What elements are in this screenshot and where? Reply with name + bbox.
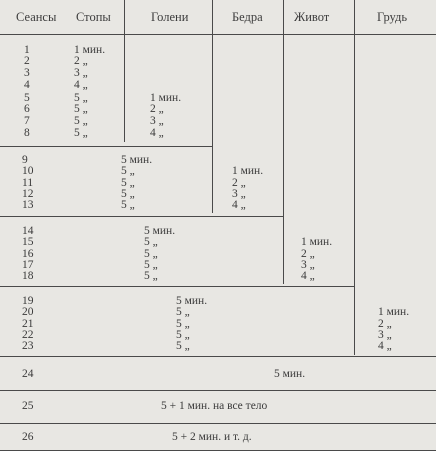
session-number: 2 — [24, 55, 30, 67]
lower-body-duration: 5 „ — [176, 340, 190, 352]
session-number: 22 — [22, 329, 34, 341]
thighs-duration: 3 „ — [232, 188, 246, 200]
full-body-duration: 5 + 1 мин. на все тело — [161, 400, 268, 412]
feet-shins-duration: 5 „ — [121, 188, 135, 200]
chest-duration: 1 мин. — [378, 306, 410, 318]
session-number: 25 — [22, 400, 34, 412]
header-divider — [0, 34, 436, 35]
session-number: 12 — [22, 188, 34, 200]
column-divider — [124, 0, 125, 142]
header-belly: Живот — [294, 10, 330, 24]
session-number: 26 — [22, 431, 34, 443]
feet-duration: 5 „ — [74, 127, 88, 139]
header-chest: Грудь — [377, 10, 408, 24]
feet-duration: 5 „ — [74, 92, 88, 104]
session-number: 16 — [22, 248, 34, 260]
session-number: 10 — [22, 165, 34, 177]
row-divider — [0, 286, 354, 287]
row-divider — [0, 390, 436, 391]
session-number: 6 — [24, 103, 30, 115]
shins-duration: 1 мин. — [150, 92, 182, 104]
thighs-duration: 1 мин. — [232, 165, 264, 177]
session-number: 24 — [22, 368, 34, 380]
row-divider — [0, 423, 436, 424]
legs-duration: 5 „ — [144, 270, 158, 282]
shins-duration: 3 „ — [150, 115, 164, 127]
belly-duration: 3 „ — [301, 259, 315, 271]
session-number: 13 — [22, 199, 34, 211]
row-divider — [0, 356, 436, 357]
full-body-duration: 5 мин. — [274, 368, 306, 380]
belly-duration: 1 мин. — [301, 236, 333, 248]
session-number: 21 — [22, 318, 34, 330]
shins-duration: 4 „ — [150, 127, 164, 139]
feet-duration: 5 „ — [74, 103, 88, 115]
session-number: 9 — [22, 154, 28, 166]
feet-duration: 4 „ — [74, 79, 88, 91]
session-number: 19 — [22, 295, 34, 307]
session-number: 11 — [22, 177, 34, 189]
column-divider — [354, 0, 355, 355]
header-feet: Стопы — [76, 10, 111, 24]
feet-duration: 3 „ — [74, 67, 88, 79]
lower-body-duration: 5 „ — [176, 318, 190, 330]
feet-duration: 5 „ — [74, 115, 88, 127]
header-shins: Голени — [151, 10, 189, 24]
column-divider — [283, 0, 284, 284]
feet-shins-duration: 5 „ — [121, 165, 135, 177]
belly-duration: 2 „ — [301, 248, 315, 260]
row-divider — [0, 146, 212, 147]
full-body-duration: 5 + 2 мин. и т. д. — [172, 431, 252, 443]
session-number: 8 — [24, 127, 30, 139]
row-divider — [0, 216, 283, 217]
session-number: 3 — [24, 67, 30, 79]
feet-duration: 1 мин. — [74, 44, 106, 56]
legs-duration: 5 мин. — [144, 225, 176, 237]
column-divider — [212, 0, 213, 213]
session-number: 20 — [22, 306, 34, 318]
session-number: 23 — [22, 340, 34, 352]
session-number: 5 — [24, 92, 30, 104]
thighs-duration: 2 „ — [232, 177, 246, 189]
legs-duration: 5 „ — [144, 248, 158, 260]
lower-body-duration: 5 „ — [176, 306, 190, 318]
session-number: 14 — [22, 225, 34, 237]
session-number: 4 — [24, 79, 30, 91]
lower-body-duration: 5 мин. — [176, 295, 208, 307]
thighs-duration: 4 „ — [232, 199, 246, 211]
feet-shins-duration: 5 „ — [121, 177, 135, 189]
chest-duration: 2 „ — [378, 318, 392, 330]
session-number: 1 — [24, 44, 30, 56]
feet-shins-duration: 5 мин. — [121, 154, 153, 166]
legs-duration: 5 „ — [144, 236, 158, 248]
lower-body-duration: 5 „ — [176, 329, 190, 341]
session-number: 7 — [24, 115, 30, 127]
session-number: 18 — [22, 270, 34, 282]
chest-duration: 3 „ — [378, 329, 392, 341]
session-number: 17 — [22, 259, 34, 271]
feet-duration: 2 „ — [74, 55, 88, 67]
session-number: 15 — [22, 236, 34, 248]
belly-duration: 4 „ — [301, 270, 315, 282]
legs-duration: 5 „ — [144, 259, 158, 271]
chest-duration: 4 „ — [378, 340, 392, 352]
header-sessions: Сеансы — [16, 10, 57, 24]
feet-shins-duration: 5 „ — [121, 199, 135, 211]
header-thighs: Бедра — [232, 10, 263, 24]
shins-duration: 2 „ — [150, 103, 164, 115]
